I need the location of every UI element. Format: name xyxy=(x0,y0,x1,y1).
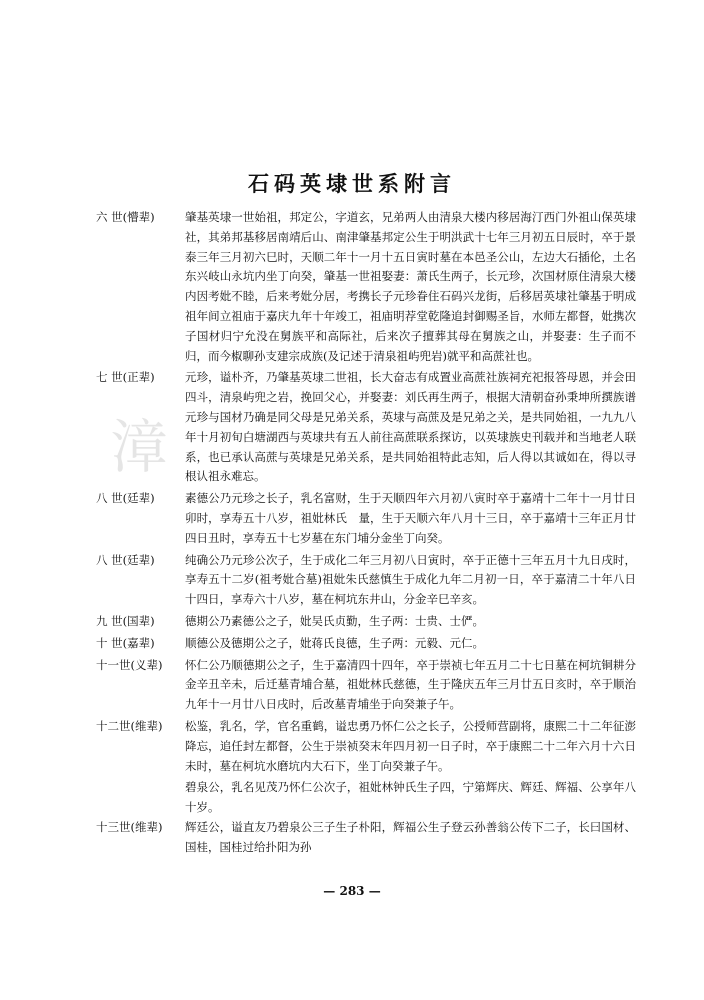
generation-label: 八 世(廷辈) xyxy=(96,491,155,506)
entry-gen-8b xyxy=(96,551,636,610)
entry-text: 纯确公乃元珍公次子，生于成化二年三月初八日寅时，卒于正德十三年五月十九日戌时，享寿五十二岁(祖考妣合墓)祖妣朱氏慈慎生于成化九年二月初一日，卒于嘉清二十年八日十四日，享寿六十八岁，墓在柯坑东井山，分金辛巳辛亥。 xyxy=(185,552,636,607)
entry-gen-12 xyxy=(96,717,636,776)
page-number: — 283 — xyxy=(323,884,381,898)
entry-text: 怀仁公乃顺德期公之子，生于嘉清四十四年，卒于崇祯七年五月二十七日墓在柯坑铜耕分金辛丑辛未，后迁墓青埔合墓，祖妣林氏慈德，生于隆庆五年三月廿五日亥时，卒于顺治九年十一月廿八日戌时，后改墓青埔坐于向癸兼子午。 xyxy=(185,657,636,712)
entry-text: 辉廷公，谥直友乃碧泉公三子生子朴阳，辉福公生子登云孙善翁公传下二子，长曰国材、国桂，国桂过给扑阳为孙 xyxy=(185,819,636,854)
generation-label: 七 世(正辈) xyxy=(96,370,155,385)
generation-label: 十 世(嘉辈) xyxy=(96,635,155,650)
generation-label: 十三世(维辈) xyxy=(96,819,163,834)
entry-text: 松鉴，乳名，学，官名重鹤，谥忠勇乃怀仁公之长子，公授师营副将，康熙二十二年征澎降忘，追任封左都督，公生于崇祯癸末年四月初一日子时，卒于康熙二十二年六月十六日未时，墓在柯坑水磨坑内大石下，坐丁向癸兼子午。 xyxy=(185,718,636,773)
generation-label: 十二世(维辈) xyxy=(96,718,163,733)
generation-label: 八 世(廷辈) xyxy=(96,552,155,567)
entry-gen-13 xyxy=(96,818,636,858)
page-title: 石码英埭世系附言 xyxy=(248,171,456,196)
entry-text: 德期公乃素德公之子，妣吴氏贞勤，生子两：士贵、士俨。 xyxy=(185,613,484,628)
generation-label: 十一世(义辈) xyxy=(96,657,163,672)
entry-text: 肇基英埭一世始祖，邦定公，字道玄，兄弟两人由清泉大楼内移居海汀西门外祖山保英埭社，其弟邦基移居南靖后山、南津肇基邦定公生于明洪武十七年三月初五日辰时，卒于景泰三年三月初六巳时，天顺二年十一月十五日寅时墓在本邑圣公山，左边大石插伦，土名东兴岐山永坑内坐丁向癸，肇基一世祖娶妻：萧氏生两子，长元珍，次国材原住清泉大楼内因考妣不睦，后来考妣分居，考携长子元珍眷住石码兴龙街，后移居英埭社肇基于明成祖年间立祖庙于嘉庆九年十年竣工，祖庙明荐堂乾隆追封御赐圣旨，水师左都督，妣携次子国材归宁允没在舅族平和高际社，后来次子擅葬其母在舅族之山，并娶妻：生子而不归，而今椒聊孙支建宗成族(及记述于清泉祖屿兜岩)就平和高蔗社也。 xyxy=(185,210,636,363)
generation-label: 九 世(国辈) xyxy=(96,613,155,628)
generation-label: 六 世(懵辈) xyxy=(96,210,155,224)
watermark: 漳 xyxy=(110,413,187,481)
entry-gen-10 xyxy=(96,634,636,654)
entry-gen-6 xyxy=(96,208,636,366)
entry-gen-7 xyxy=(96,368,636,487)
genealogy-entries xyxy=(96,208,636,860)
entry-gen-12-continuation: 碧泉公，乳名见茂乃怀仁公次子，祖妣林钟氏生子四，宁第辉庆、辉廷、辉福、公享年八十岁。 xyxy=(185,780,636,815)
entry-text: 素德公乃元珍之长子，乳名富财，生于天顺四年六月初八寅时卒于嘉靖十二年十一月廿日卯时，享寿五十八岁，祖妣林氏 量，生于天顺六年八月十三日，卒于嘉靖十三年正月廿四日丑时，享寿五十七岁墓在东门埔分金坐丁向癸。 xyxy=(185,491,636,545)
entry-gen-11 xyxy=(96,656,636,715)
entry-gen-8a xyxy=(96,489,636,548)
entry-text: 顺德公及德期公之子，妣蒋氏良德，生子两：元毅、元仁。 xyxy=(185,635,484,650)
entry-text: 元珍，谥朴齐，乃肇基英埭二世祖，长大奋志有成置业高蔗社族祠充祀报答母恩，并会田四斗，清泉屿兜之岩，挽回父心，并娶妻：刘氏再生两子，根据大清朝奋孙秉坤所撰族谱元珍与国材乃确是同父母是兄弟关系，英埭与高蔗及是兄弟之关，是共同始祖，一九九八年十月初旬白塘湖西与英埭共有五人前往高蔗联系探访，以英埭族史刊载并和当地老人联系，也已承认高蔗与英埭是兄弟关系，是共同始祖特此志知，后人得以其诚如在，得以寻根认祖永难忘。 xyxy=(185,370,636,484)
entry-gen-9 xyxy=(96,612,636,632)
